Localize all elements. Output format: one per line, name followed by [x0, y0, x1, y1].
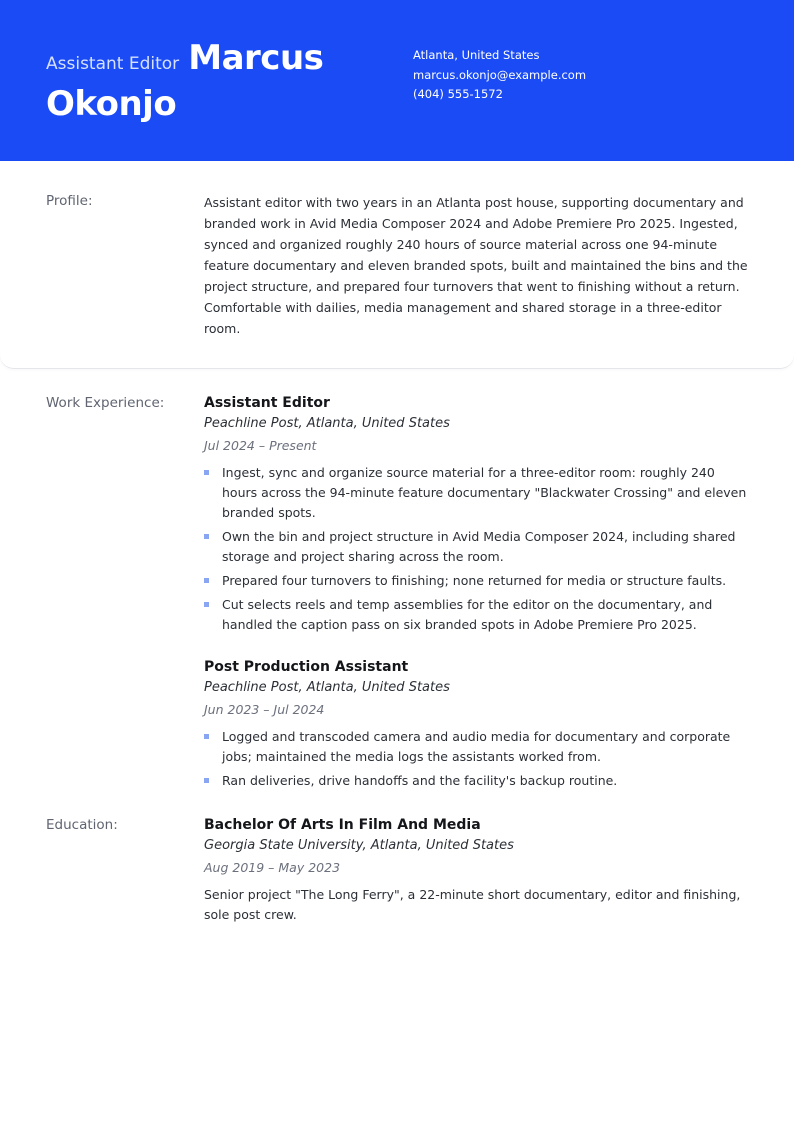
bullet-text: Prepared four turnovers to finishing; none returned for media or structure faults.: [222, 573, 727, 588]
bullet-item: [204, 571, 752, 591]
bullet-item: [204, 727, 752, 767]
bullet-text: Cut selects reels and temp assemblies for the editor on the documentary, and handled the caption pass on six branded spots in Adobe Premiere Pro 2025.: [222, 597, 713, 632]
job-entry: [204, 657, 752, 791]
profile-text: Assistant editor with two years in an Atlanta post house, supporting documentary and branded work in Avid Media Composer 2024 and Adobe Premiere Pro 2025. Ingested, synced and organized roughly 240 hours of source material across one 94-minute feature documentary and eleven branded spots, built and maintained the bins and the project structure, and prepared four turnovers that went to finishing without a return. Comfortable with dailies, media management and shared storage in a three-editor room.: [204, 195, 748, 336]
square-bullet-icon: [204, 534, 209, 539]
name-last: Okonjo: [46, 84, 177, 124]
contact-location: Atlanta, United States: [413, 48, 540, 62]
square-bullet-icon: [204, 470, 209, 475]
job-company: Peachline Post, Atlanta, United States: [204, 680, 450, 695]
job-dates: Jul 2024 – Present: [204, 438, 317, 453]
contact-email: marcus.okonjo@example.com: [413, 67, 587, 82]
bullet-text: Ran deliveries, drive handoffs and the facility's backup routine.: [222, 773, 618, 788]
job-bullets: [204, 463, 752, 635]
profile-section: [0, 161, 794, 369]
education-dates: Aug 2019 – May 2023: [204, 860, 341, 875]
square-bullet-icon: [204, 578, 209, 583]
contact-phone: (404) 555-1572: [413, 87, 503, 101]
education-label: Education:: [46, 817, 118, 833]
job-bullets: [204, 727, 752, 791]
bullet-text: Own the bin and project structure in Avid Media Composer 2024, including shared storage and project sharing across the room.: [222, 529, 736, 564]
square-bullet-icon: [204, 602, 209, 607]
bullet-text: Logged and transcoded camera and audio media for documentary and corporate jobs; maintained the media logs the assistants worked from.: [222, 729, 731, 764]
name-first: Marcus: [188, 38, 324, 78]
job-entry: [204, 393, 752, 635]
job-role: Assistant Editor: [204, 395, 330, 411]
degree-title: Bachelor Of Arts In Film And Media: [204, 817, 481, 833]
job-dates: Jun 2023 – Jul 2024: [204, 702, 325, 717]
square-bullet-icon: [204, 734, 209, 739]
work-experience-label: Work Experience:: [46, 395, 165, 411]
bullet-item: [204, 527, 752, 567]
profile-label: Profile:: [46, 193, 93, 209]
bullet-text: Ingest, sync and organize source material for a three-editor room: roughly 240 hours across the 94-minute feature documentary "Blackwater Crossing" and eleven branded spots.: [222, 465, 747, 520]
job-role: Post Production Assistant: [204, 659, 409, 675]
profile-body: [204, 192, 752, 339]
school-name: Georgia State University, Atlanta, United States: [204, 838, 514, 853]
square-bullet-icon: [204, 778, 209, 783]
bullet-item: [204, 463, 752, 523]
name-block: [46, 38, 386, 130]
job-company: Peachline Post, Atlanta, United States: [204, 416, 450, 431]
bullet-item: [204, 771, 752, 791]
resume-header: [0, 0, 794, 161]
work-experience-body: [204, 393, 752, 813]
education-body: [204, 815, 752, 925]
job-title: Assistant Editor: [46, 54, 180, 74]
contact-info: [413, 46, 586, 105]
bullet-item: [204, 595, 752, 635]
education-description: Senior project "The Long Ferry", a 22-minute short documentary, editor and finishing, sole post crew.: [204, 887, 741, 922]
